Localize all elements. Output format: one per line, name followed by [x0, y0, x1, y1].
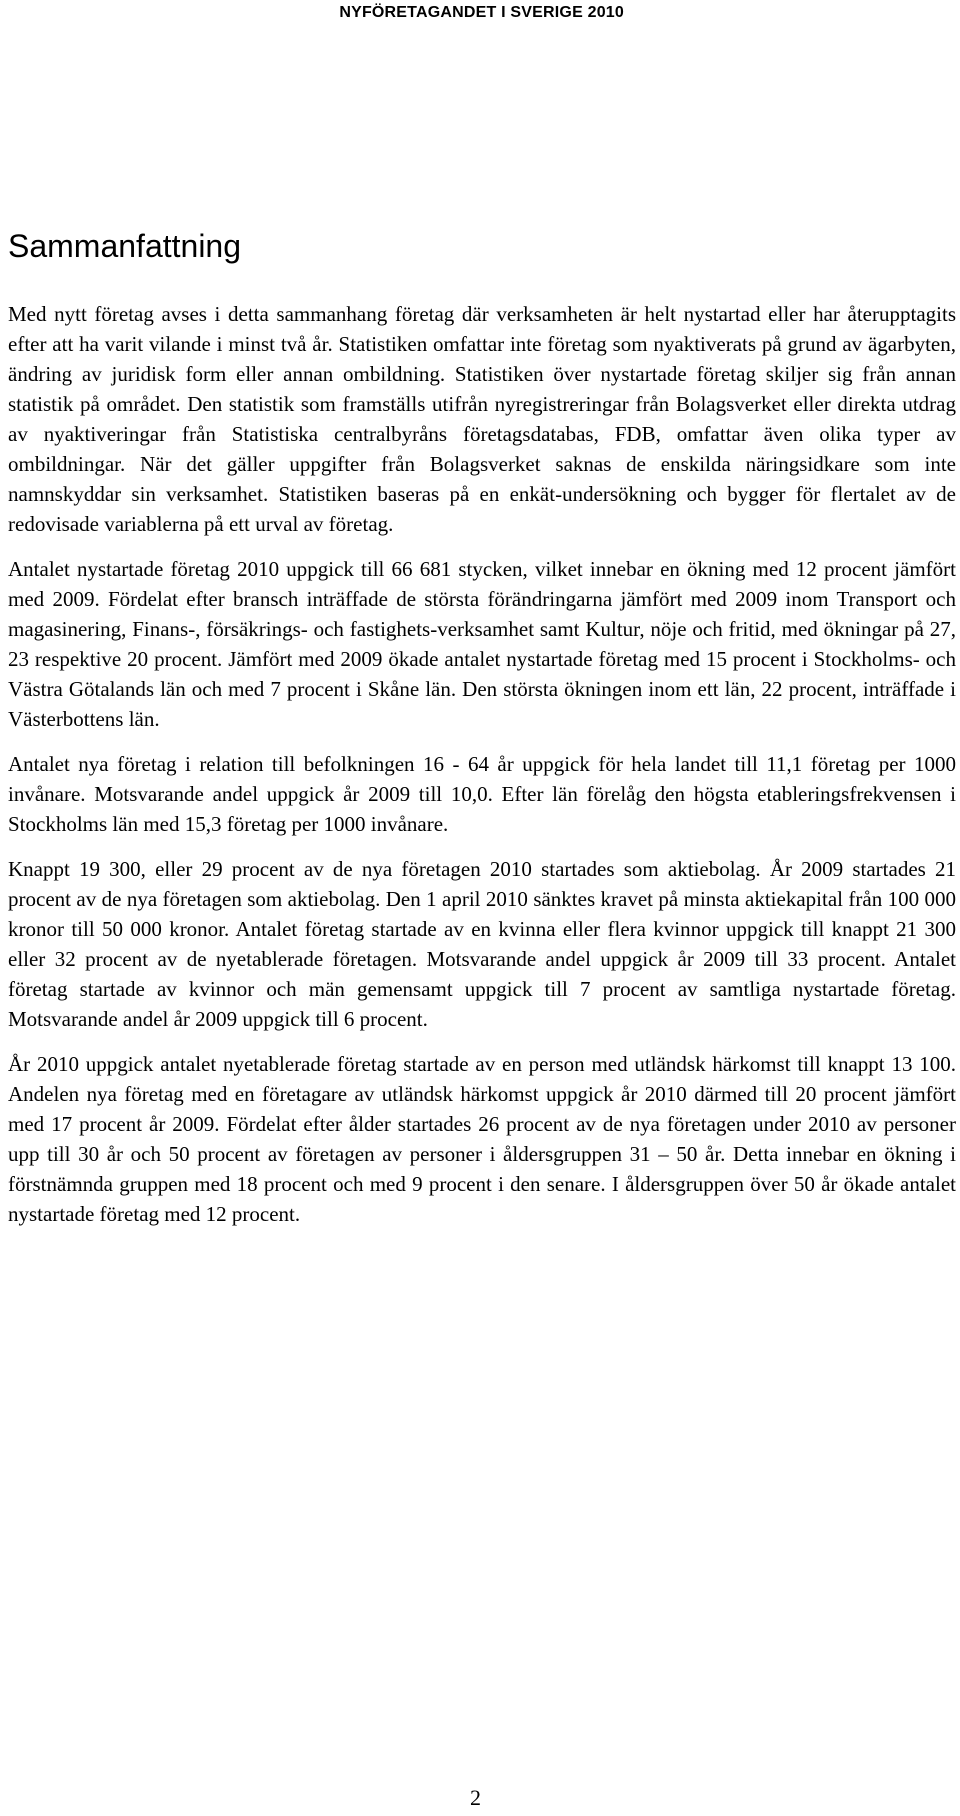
paragraph-origin-age: År 2010 uppgick antalet nyetablerade företag startade av en person med utländsk härkomst till knappt 13 100. Andelen nya företag med en företagare av utländsk härkomst uppgick år 2010 därmed till 20 procent jämfört med 17 procent år 2009. Fördelat efter ålder startades 26 procent av de nya företagen under 2010 av personer upp till 30 år och 50 procent av företagen av personer i åldersgruppen 31 – 50 år. Detta innebar en ökning i förstnämnda gruppen med 18 procent och med 9 procent i den senare. I åldersgruppen över 50 år ökade antalet nystartade företag med 12 procent.	[8, 1052, 956, 1226]
page-number: 2	[470, 1785, 481, 1810]
paragraph-legal-form-gender: Knappt 19 300, eller 29 procent av de nya företagen 2010 startades som aktiebolag. År 2009 startades 21 procent av de nya företagen som aktiebolag. Den 1 april 2010 sänktes kravet på minsta aktiekapital från 100 000 kronor till 50 000 kronor. Antalet företag startade av en kvinna eller flera kvinnor uppgick till knappt 21 300 eller 32 procent av de nyetablerade företagen. Motsvarande andel uppgick år 2009 till 33 procent. Antalet företag startade av kvinnor och män gemensamt uppgick till 7 procent av samtliga nystartade företag. Motsvarande andel år 2009 uppgick till 6 procent.	[8, 857, 956, 1031]
paragraph-definition: Med nytt företag avses i detta sammanhang företag där verksamheten är helt nystartad eller har återupptagits efter att ha varit vilande i minst två år. Statistiken omfattar inte företag som nyaktiverats på grund av ägarbyten, ändring av juridisk form eller annan ombildning. Statistiken över nystartade företag skiljer sig från annan statistik på området. Den statistik som framställs utifrån nyregistreringar från Bolagsverket eller direkta utdrag av nyaktiveringar från Statistiska centralbyråns företagsdatabas, FDB, omfattar även olika typer av ombildningar. När det gäller uppgifter från Bolagsverket saknas de enskilda näringsidkare som inte namnskyddar sin verksamhet. Statistiken baseras på en enkät-undersökning och bygger för flertalet av de redovisade variablerna på ett urval av företag.	[8, 302, 956, 536]
paragraph-establishment-rate: Antalet nya företag i relation till befolkningen 16 - 64 år uppgick för hela landet till 11,1 företag per 1000 invånare. Motsvarande andel uppgick år 2009 till 10,0. Efter län förelåg den högsta etableringsfrekvensen i Stockholms län med 15,3 företag per 1000 invånare.	[8, 752, 956, 836]
summary-body	[8, 299, 956, 1244]
running-header: NYFÖRETAGANDET I SVERIGE 2010	[339, 4, 624, 21]
page-title: Sammanfattning	[8, 228, 242, 264]
paragraph-totals-by-industry: Antalet nystartade företag 2010 uppgick till 66 681 stycken, vilket innebar en ökning med 12 procent jämfört med 2009. Fördelat efter bransch inträffade de största förändringarna jämfört med 2009 inom Transport och magasinering, Finans-, försäkrings- och fastighets-verksamhet samt Kultur, nöje och fritid, med ökningar på 27, 23 respektive 20 procent. Jämfört med 2009 ökade antalet nystartade företag med 15 procent i Stockholms- och Västra Götalands län och med 7 procent i Skåne län. Den största ökningen inom ett län, 22 procent, inträffade i Västerbottens län.	[8, 557, 956, 731]
